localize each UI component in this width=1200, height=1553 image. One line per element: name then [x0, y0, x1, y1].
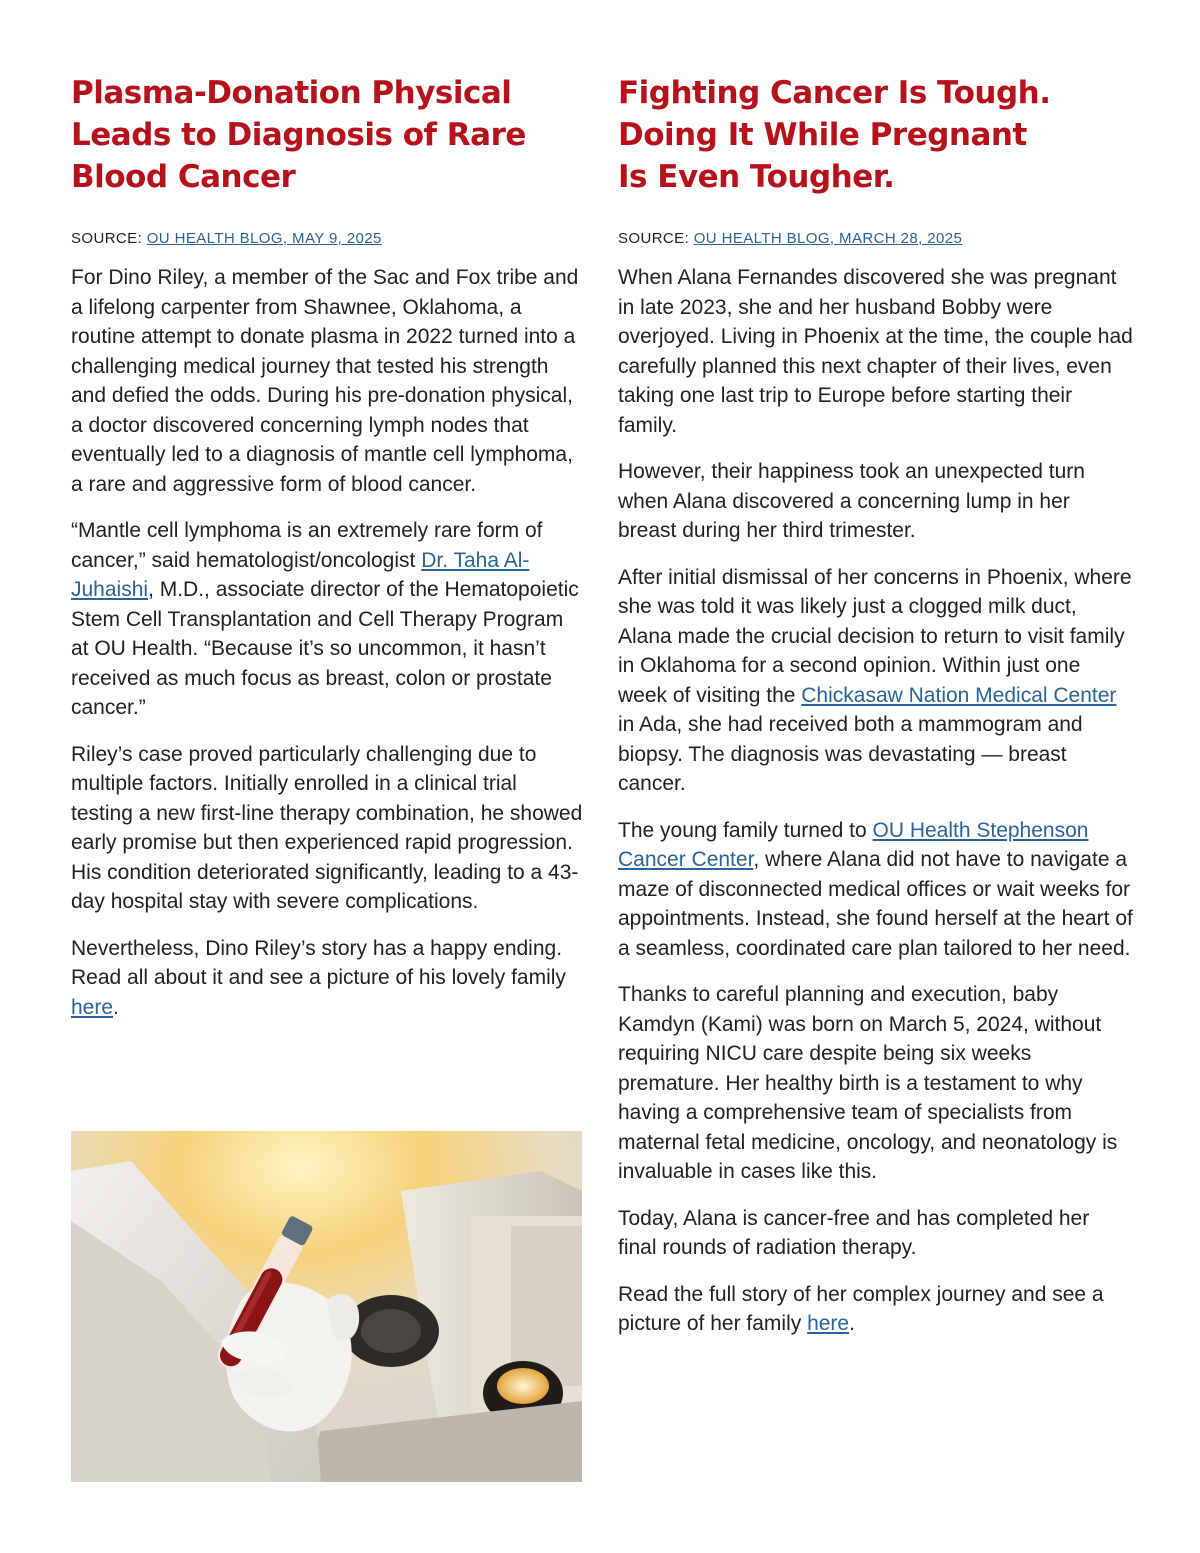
right-paragraph-2: However, their happiness took an unexpected turn when Alana discovered a concerning lump in her breast during her third trimester. — [618, 460, 1085, 542]
stephenson-link[interactable]: OU Health Stephenson Cancer Center — [618, 818, 1089, 871]
paragraph-text: Read the full story of her complex journey and see a picture of her family — [618, 1282, 1104, 1335]
left-paragraph-3: Riley’s case proved particularly challenging due to multiple factors. Initially enrolled in a clinical trial testing a new first-line therapy combination, he showed early promise but then experienced rapid progression. His condition deteriorated significantly, leading to a 43-day hospital stay with severe complications. — [71, 742, 583, 913]
paragraph-text: After initial dismissal of her concerns in Phoenix, where she was told it was likely just a clogged milk duct, Alana made the crucial decision to return to visit family in Oklahoma for a second opinion. Within just one week of visiting the — [618, 565, 1132, 707]
right-article-title — [618, 72, 1133, 198]
right-paragraph-1: When Alana Fernandes discovered she was pregnant in late 2023, she and her husband Bobby were overjoyed. Living in Phoenix at the time, the couple had carefully planned this next chapter of their lives, even taking one last trip to Europe before starting their family. — [618, 266, 1133, 437]
left-source-link[interactable]: OU HEALTH BLOG, MAY 9, 2025 — [146, 230, 382, 247]
paragraph-text: . — [113, 995, 119, 1019]
left-source-line — [71, 230, 583, 247]
left-paragraph-1: For Dino Riley, a member of the Sac and Fox tribe and a lifelong carpenter from Shawnee, Oklahoma, a routine attempt to donate plasma in 2022 turned into a challenging medical journey that tested his strength and defied the odds. During his pre-donation physical, a doctor discovered concerning lymph nodes that eventually led to a diagnosis of mantle cell lymphoma, a rare and aggressive form of blood cancer. — [71, 266, 579, 496]
right-source-line — [618, 230, 1133, 247]
paragraph-text: . — [849, 1312, 855, 1335]
right-paragraph-3 — [618, 563, 1133, 799]
dr-taha-link[interactable]: Dr. Taha Al-Juhaishi — [71, 548, 530, 601]
right-paragraph-4 — [618, 816, 1133, 964]
right-paragraph-6: Today, Alana is cancer-free and has completed her final rounds of radiation therapy. — [618, 1206, 1090, 1259]
lab-photo — [71, 1131, 582, 1482]
chickasaw-link[interactable]: Chickasaw Nation Medical Center — [801, 683, 1117, 707]
left-paragraph-2 — [71, 516, 583, 723]
title-line: Blood Cancer — [71, 159, 296, 195]
left-here-link[interactable]: here — [71, 995, 114, 1019]
paragraph-text: Nevertheless, Dino Riley’s story has a happy ending. Read all about it and see a picture of his lovely family — [71, 936, 566, 989]
title-line: Fighting Cancer Is Tough. — [618, 75, 1051, 111]
title-line: Plasma-Donation Physical — [71, 75, 512, 111]
right-here-link[interactable]: here — [807, 1312, 850, 1335]
left-article — [71, 72, 583, 1039]
paragraph-text: , where Alana did not have to navigate a maze of disconnected medical offices or wait weeks for appointments. Instead, she found herself at the heart of a seamless, coordinated care plan tailored to her need. — [618, 848, 1133, 960]
left-paragraph-4 — [71, 934, 583, 1023]
lab-photo-illustration — [71, 1131, 582, 1482]
source-label: SOURCE: — [618, 230, 690, 247]
paragraph-text: “Mantle cell lymphoma is an extremely rare form of cancer,” said hematologist/oncologist — [71, 519, 543, 572]
right-paragraph-5: Thanks to careful planning and execution, baby Kamdyn (Kami) was born on March 5, 2024, without requiring NICU care despite being six weeks premature. Her healthy birth is a testament to why having a comprehensive team of specialists from maternal fetal medicine, oncology, and neonatology is invaluable in cases like this. — [618, 983, 1118, 1183]
paragraph-text: , M.D., associate director of the Hematopoietic Stem Cell Transplantation and Cell Therapy Program at OU Health. “Because it’s so uncommon, it hasn’t received as much focus as breast, colon or prostate cancer.” — [71, 578, 579, 719]
right-paragraph-7 — [618, 1280, 1133, 1339]
right-article — [618, 72, 1133, 1356]
title-line: Is Even Tougher. — [618, 159, 895, 195]
title-line: Leads to Diagnosis of Rare — [71, 117, 526, 153]
left-article-title — [71, 72, 583, 198]
title-line: Doing It While Pregnant — [618, 117, 1027, 153]
paragraph-text: The young family turned to — [618, 818, 873, 842]
source-label: SOURCE: — [71, 230, 143, 247]
paragraph-text: in Ada, she had received both a mammogram and biopsy. The diagnosis was devastating — breast cancer. — [618, 713, 1083, 795]
right-source-link[interactable]: OU HEALTH BLOG, MARCH 28, 2025 — [693, 230, 963, 247]
